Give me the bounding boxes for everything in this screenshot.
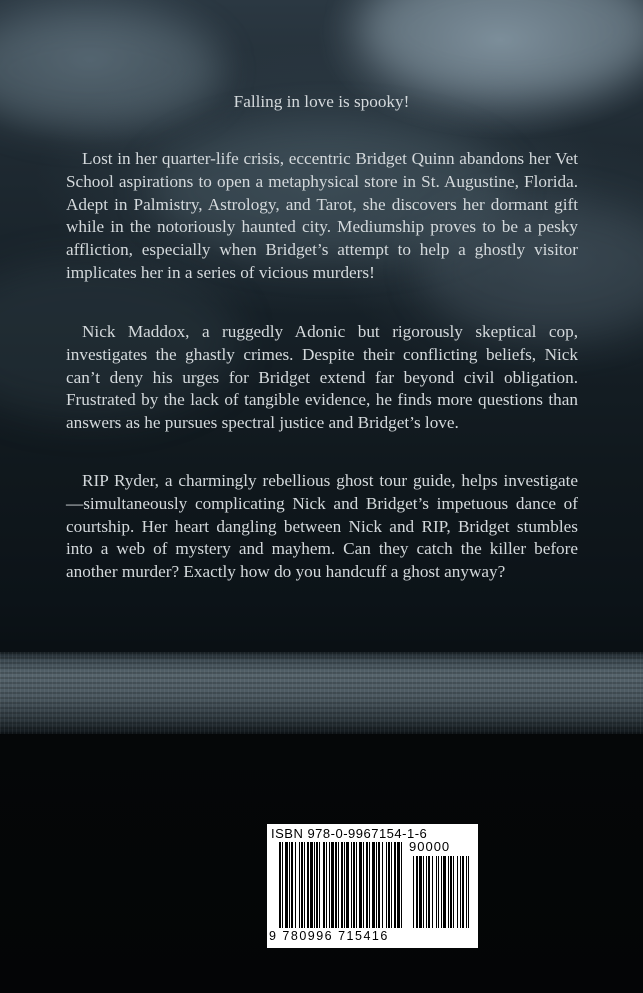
tagline: Falling in love is spooky!: [233, 92, 410, 111]
ean-digits: 9 780996 715416: [269, 929, 389, 943]
storm-cloud: [0, 10, 220, 130]
blurb-paragraph-2: Nick Maddox, a ruggedly Adonic but rigorously skeptical cop, investigates the ghastly crimes. Despite their conflicting beliefs, Nick can’t deny his urges for Bridget extend far beyond civil obligation. Frustrated by the lack of tangible evidence, he finds more questions than answers as he pursues spectral justice and Bridget’s love.: [66, 322, 578, 433]
isbn-label: ISBN 978-0-9967154-1-6: [271, 826, 428, 841]
storm-cloud: [360, 0, 643, 100]
blurb-paragraph-3: RIP Ryder, a charmingly rebellious ghost tour guide, helps investigate—simultaneously complicating Nick and Bridget’s impetuous dance of courtship. Her heart dangling between Nick and RIP, Bridget stumbles into a web of mystery and mayhem. Can they catch the killer before another murder? Exactly how do you handcuff a ghost anyway?: [66, 471, 578, 582]
blurb-paragraph-1: Lost in her quarter-life crisis, eccentric Bridget Quinn abandons her Vet School aspirations to open a metaphysical store in St. Augustine, Florida. Adept in Palmistry, Astrology, and Tarot, she discovers her dormant gift while in the notoriously haunted city. Mediumship proves to be a pesky affliction, especially when Bridget’s attempt to help a ghostly visitor implicates her in a series of vicious murders!: [66, 149, 578, 282]
isbn-barcode: [267, 824, 478, 948]
price-code: 90000: [409, 839, 451, 854]
ocean-surface: [0, 652, 643, 734]
